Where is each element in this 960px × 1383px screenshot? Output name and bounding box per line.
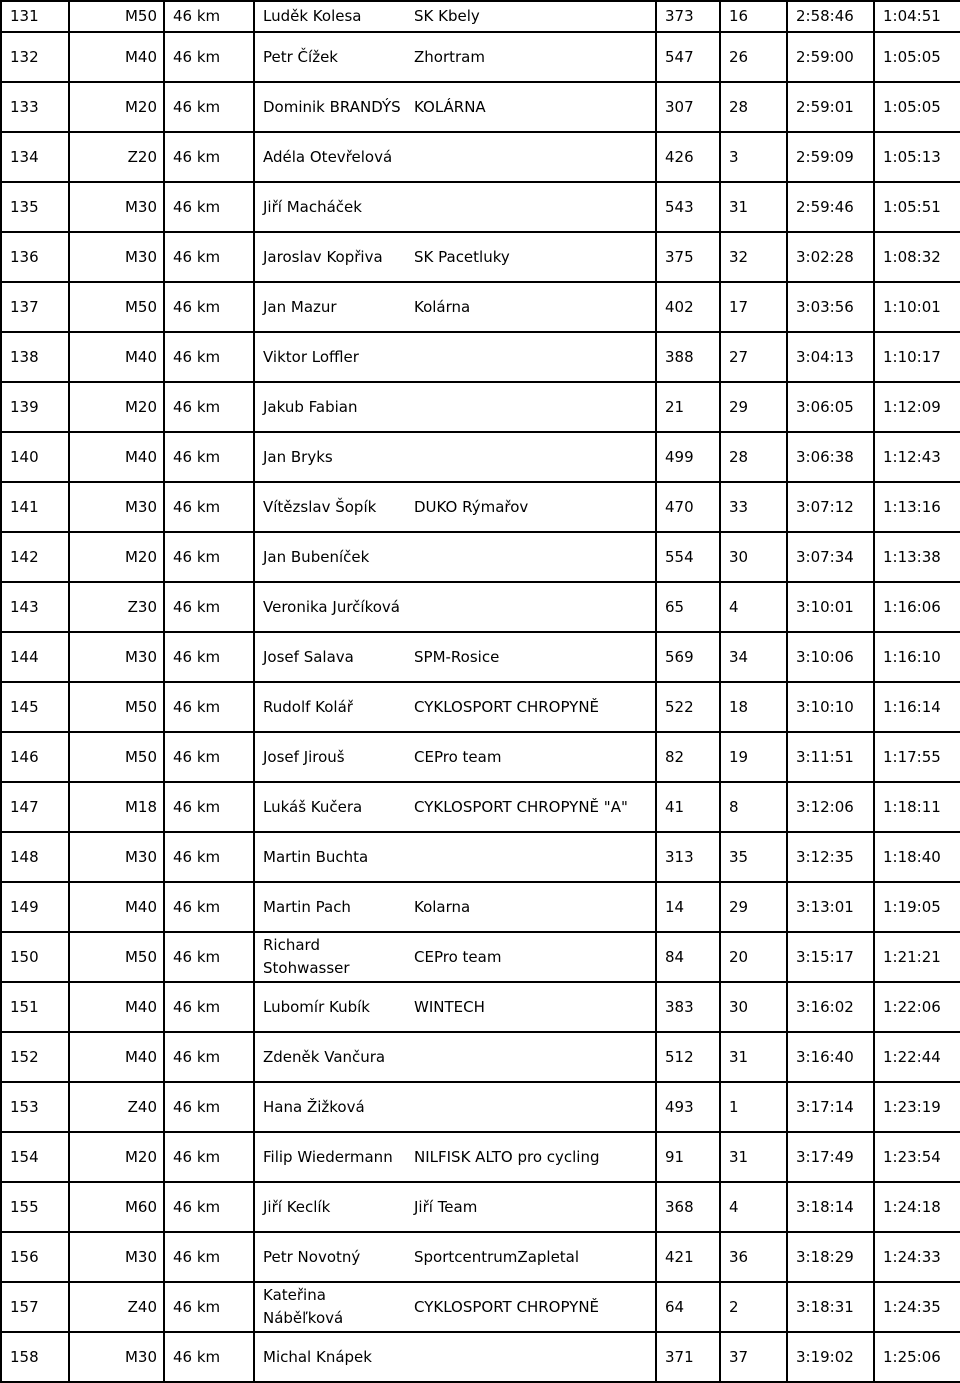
category-cell: M20 xyxy=(69,532,164,582)
rider-name-cell: Jakub Fabian xyxy=(254,382,406,432)
club-cell xyxy=(406,382,656,432)
place-cell: 131 xyxy=(1,1,69,32)
place-cell: 154 xyxy=(1,1132,69,1182)
finish-time-cell: 3:18:29 xyxy=(787,1232,874,1282)
club-cell: CYKLOSPORT CHROPYNĚ xyxy=(406,682,656,732)
club-cell xyxy=(406,332,656,382)
club-cell: Zhortram xyxy=(406,32,656,82)
place-cell: 132 xyxy=(1,32,69,82)
rider-name-cell: Michal Knápek xyxy=(254,1332,406,1382)
table-row xyxy=(1,732,960,782)
club-cell: WINTECH xyxy=(406,982,656,1032)
category-rank-cell: 31 xyxy=(720,1132,787,1182)
category-rank-cell: 31 xyxy=(720,1032,787,1082)
time-loss-cell: 1:17:55 xyxy=(874,732,960,782)
bib-number-cell: 91 xyxy=(656,1132,720,1182)
category-cell: M50 xyxy=(69,282,164,332)
place-cell: 139 xyxy=(1,382,69,432)
distance-cell: 46 km xyxy=(164,482,254,532)
bib-number-cell: 371 xyxy=(656,1332,720,1382)
distance-cell: 46 km xyxy=(164,182,254,232)
time-loss-cell: 1:18:40 xyxy=(874,832,960,882)
club-cell xyxy=(406,1082,656,1132)
table-row xyxy=(1,1332,960,1382)
category-rank-cell: 8 xyxy=(720,782,787,832)
rider-name-cell: Hana Žižková xyxy=(254,1082,406,1132)
table-row xyxy=(1,232,960,282)
category-rank-cell: 27 xyxy=(720,332,787,382)
distance-cell: 46 km xyxy=(164,1082,254,1132)
category-rank-cell: 16 xyxy=(720,1,787,32)
time-loss-cell: 1:22:44 xyxy=(874,1032,960,1082)
club-cell xyxy=(406,1332,656,1382)
table-row xyxy=(1,682,960,732)
distance-cell: 46 km xyxy=(164,232,254,282)
time-loss-cell: 1:05:51 xyxy=(874,182,960,232)
place-cell: 145 xyxy=(1,682,69,732)
distance-cell: 46 km xyxy=(164,1182,254,1232)
time-loss-cell: 1:13:16 xyxy=(874,482,960,532)
table-row xyxy=(1,432,960,482)
time-loss-cell: 1:05:13 xyxy=(874,132,960,182)
place-cell: 153 xyxy=(1,1082,69,1132)
category-cell: M40 xyxy=(69,882,164,932)
distance-cell: 46 km xyxy=(164,732,254,782)
category-rank-cell: 18 xyxy=(720,682,787,732)
category-cell: M20 xyxy=(69,82,164,132)
results-body xyxy=(1,1,960,1382)
category-cell: Z40 xyxy=(69,1082,164,1132)
category-cell: M40 xyxy=(69,432,164,482)
place-cell: 156 xyxy=(1,1232,69,1282)
table-row xyxy=(1,782,960,832)
time-loss-cell: 1:18:11 xyxy=(874,782,960,832)
bib-number-cell: 499 xyxy=(656,432,720,482)
table-row xyxy=(1,482,960,532)
finish-time-cell: 3:16:40 xyxy=(787,1032,874,1082)
finish-time-cell: 3:12:35 xyxy=(787,832,874,882)
rider-name-cell: Petr Čížek xyxy=(254,32,406,82)
time-loss-cell: 1:19:05 xyxy=(874,882,960,932)
category-rank-cell: 30 xyxy=(720,982,787,1032)
distance-cell: 46 km xyxy=(164,382,254,432)
category-rank-cell: 4 xyxy=(720,1182,787,1232)
bib-number-cell: 368 xyxy=(656,1182,720,1232)
rider-name-cell: Luděk Kolesa xyxy=(254,1,406,32)
place-cell: 134 xyxy=(1,132,69,182)
club-cell xyxy=(406,182,656,232)
category-rank-cell: 29 xyxy=(720,382,787,432)
category-rank-cell: 19 xyxy=(720,732,787,782)
club-cell xyxy=(406,132,656,182)
rider-name-cell: Veronika Jurčíková xyxy=(254,582,406,632)
table-row xyxy=(1,132,960,182)
finish-time-cell: 3:07:34 xyxy=(787,532,874,582)
time-loss-cell: 1:10:01 xyxy=(874,282,960,332)
rider-name-cell: Jiří Keclík xyxy=(254,1182,406,1232)
rider-name-cell: Rudolf Kolář xyxy=(254,682,406,732)
finish-time-cell: 3:04:13 xyxy=(787,332,874,382)
place-cell: 146 xyxy=(1,732,69,782)
distance-cell: 46 km xyxy=(164,82,254,132)
table-row xyxy=(1,1,960,32)
place-cell: 152 xyxy=(1,1032,69,1082)
category-rank-cell: 28 xyxy=(720,82,787,132)
rider-name-cell: Petr Novotný xyxy=(254,1232,406,1282)
rider-name-cell: Josef Salava xyxy=(254,632,406,682)
finish-time-cell: 3:06:38 xyxy=(787,432,874,482)
place-cell: 148 xyxy=(1,832,69,882)
distance-cell: 46 km xyxy=(164,532,254,582)
finish-time-cell: 3:02:28 xyxy=(787,232,874,282)
rider-name-cell: Vítězslav Šopík xyxy=(254,482,406,532)
distance-cell: 46 km xyxy=(164,1282,254,1332)
bib-number-cell: 14 xyxy=(656,882,720,932)
category-rank-cell: 26 xyxy=(720,32,787,82)
time-loss-cell: 1:22:06 xyxy=(874,982,960,1032)
category-cell: M30 xyxy=(69,832,164,882)
table-row xyxy=(1,82,960,132)
distance-cell: 46 km xyxy=(164,1,254,32)
place-cell: 150 xyxy=(1,932,69,982)
place-cell: 136 xyxy=(1,232,69,282)
category-rank-cell: 1 xyxy=(720,1082,787,1132)
category-cell: M60 xyxy=(69,1182,164,1232)
table-row xyxy=(1,532,960,582)
bib-number-cell: 21 xyxy=(656,382,720,432)
club-cell: CYKLOSPORT CHROPYNĚ xyxy=(406,1282,656,1332)
time-loss-cell: 1:23:19 xyxy=(874,1082,960,1132)
club-cell: SK Kbely xyxy=(406,1,656,32)
time-loss-cell: 1:13:38 xyxy=(874,532,960,582)
category-cell: M20 xyxy=(69,382,164,432)
category-cell: M50 xyxy=(69,1,164,32)
club-cell xyxy=(406,532,656,582)
bib-number-cell: 84 xyxy=(656,932,720,982)
rider-name-cell: Filip Wiedermann xyxy=(254,1132,406,1182)
time-loss-cell: 1:23:54 xyxy=(874,1132,960,1182)
time-loss-cell: 1:08:32 xyxy=(874,232,960,282)
finish-time-cell: 2:59:00 xyxy=(787,32,874,82)
rider-name-cell: Zdeněk Vančura xyxy=(254,1032,406,1082)
place-cell: 149 xyxy=(1,882,69,932)
finish-time-cell: 3:18:31 xyxy=(787,1282,874,1332)
rider-name-cell: Martin Pach xyxy=(254,882,406,932)
club-cell: DUKO Rýmařov xyxy=(406,482,656,532)
category-rank-cell: 20 xyxy=(720,932,787,982)
table-row xyxy=(1,1132,960,1182)
distance-cell: 46 km xyxy=(164,132,254,182)
category-rank-cell: 34 xyxy=(720,632,787,682)
category-rank-cell: 30 xyxy=(720,532,787,582)
bib-number-cell: 426 xyxy=(656,132,720,182)
finish-time-cell: 3:18:14 xyxy=(787,1182,874,1232)
distance-cell: 46 km xyxy=(164,332,254,382)
table-row xyxy=(1,282,960,332)
club-cell: CEPro team xyxy=(406,732,656,782)
place-cell: 155 xyxy=(1,1182,69,1232)
rider-name-cell: Kateřina Náběľková xyxy=(254,1282,406,1332)
category-cell: M50 xyxy=(69,682,164,732)
category-rank-cell: 35 xyxy=(720,832,787,882)
rider-name-cell: Richard Stohwasser xyxy=(254,932,406,982)
place-cell: 158 xyxy=(1,1332,69,1382)
place-cell: 142 xyxy=(1,532,69,582)
club-cell: SK Pacetluky xyxy=(406,232,656,282)
distance-cell: 46 km xyxy=(164,832,254,882)
place-cell: 135 xyxy=(1,182,69,232)
rider-name-cell: Martin Buchta xyxy=(254,832,406,882)
distance-cell: 46 km xyxy=(164,432,254,482)
table-row xyxy=(1,32,960,82)
bib-number-cell: 65 xyxy=(656,582,720,632)
time-loss-cell: 1:16:14 xyxy=(874,682,960,732)
category-cell: Z20 xyxy=(69,132,164,182)
category-cell: M20 xyxy=(69,1132,164,1182)
category-rank-cell: 4 xyxy=(720,582,787,632)
category-rank-cell: 36 xyxy=(720,1232,787,1282)
bib-number-cell: 383 xyxy=(656,982,720,1032)
time-loss-cell: 1:05:05 xyxy=(874,32,960,82)
category-rank-cell: 37 xyxy=(720,1332,787,1382)
distance-cell: 46 km xyxy=(164,1032,254,1082)
table-row xyxy=(1,582,960,632)
category-rank-cell: 2 xyxy=(720,1282,787,1332)
time-loss-cell: 1:24:35 xyxy=(874,1282,960,1332)
club-cell: SportcentrumZapletal xyxy=(406,1232,656,1282)
time-loss-cell: 1:24:33 xyxy=(874,1232,960,1282)
category-rank-cell: 32 xyxy=(720,232,787,282)
finish-time-cell: 2:59:46 xyxy=(787,182,874,232)
time-loss-cell: 1:05:05 xyxy=(874,82,960,132)
club-cell: CYKLOSPORT CHROPYNĚ "A" xyxy=(406,782,656,832)
distance-cell: 46 km xyxy=(164,882,254,932)
category-cell: M40 xyxy=(69,332,164,382)
table-row xyxy=(1,1032,960,1082)
distance-cell: 46 km xyxy=(164,32,254,82)
finish-time-cell: 3:11:51 xyxy=(787,732,874,782)
category-cell: M40 xyxy=(69,32,164,82)
time-loss-cell: 1:10:17 xyxy=(874,332,960,382)
time-loss-cell: 1:24:18 xyxy=(874,1182,960,1232)
table-row xyxy=(1,1182,960,1232)
table-row xyxy=(1,832,960,882)
distance-cell: 46 km xyxy=(164,1232,254,1282)
place-cell: 133 xyxy=(1,82,69,132)
bib-number-cell: 64 xyxy=(656,1282,720,1332)
time-loss-cell: 1:25:06 xyxy=(874,1332,960,1382)
bib-number-cell: 522 xyxy=(656,682,720,732)
rider-name-cell: Josef Jirouš xyxy=(254,732,406,782)
rider-name-cell: Dominik BRANDÝS xyxy=(254,82,406,132)
club-cell: KOLÁRNA xyxy=(406,82,656,132)
rider-name-cell: Jaroslav Kopřiva xyxy=(254,232,406,282)
table-row xyxy=(1,1282,960,1332)
finish-time-cell: 3:16:02 xyxy=(787,982,874,1032)
club-cell: Kolárna xyxy=(406,282,656,332)
bib-number-cell: 554 xyxy=(656,532,720,582)
place-cell: 144 xyxy=(1,632,69,682)
category-rank-cell: 31 xyxy=(720,182,787,232)
bib-number-cell: 470 xyxy=(656,482,720,532)
finish-time-cell: 3:10:10 xyxy=(787,682,874,732)
bib-number-cell: 313 xyxy=(656,832,720,882)
bib-number-cell: 421 xyxy=(656,1232,720,1282)
finish-time-cell: 3:03:56 xyxy=(787,282,874,332)
bib-number-cell: 375 xyxy=(656,232,720,282)
rider-name-cell: Adéla Otevřelová xyxy=(254,132,406,182)
category-cell: M40 xyxy=(69,982,164,1032)
table-row xyxy=(1,882,960,932)
place-cell: 151 xyxy=(1,982,69,1032)
club-cell xyxy=(406,582,656,632)
distance-cell: 46 km xyxy=(164,1332,254,1382)
bib-number-cell: 41 xyxy=(656,782,720,832)
place-cell: 157 xyxy=(1,1282,69,1332)
time-loss-cell: 1:04:51 xyxy=(874,1,960,32)
distance-cell: 46 km xyxy=(164,582,254,632)
bib-number-cell: 307 xyxy=(656,82,720,132)
distance-cell: 46 km xyxy=(164,1132,254,1182)
category-cell: M30 xyxy=(69,482,164,532)
category-cell: M50 xyxy=(69,932,164,982)
place-cell: 138 xyxy=(1,332,69,382)
category-cell: M30 xyxy=(69,632,164,682)
category-rank-cell: 33 xyxy=(720,482,787,532)
category-rank-cell: 3 xyxy=(720,132,787,182)
category-cell: M50 xyxy=(69,732,164,782)
rider-name-cell: Jan Bryks xyxy=(254,432,406,482)
place-cell: 147 xyxy=(1,782,69,832)
distance-cell: 46 km xyxy=(164,782,254,832)
category-cell: M18 xyxy=(69,782,164,832)
table-row xyxy=(1,382,960,432)
distance-cell: 46 km xyxy=(164,682,254,732)
time-loss-cell: 1:21:21 xyxy=(874,932,960,982)
rider-name-cell: Lukáš Kučera xyxy=(254,782,406,832)
bib-number-cell: 569 xyxy=(656,632,720,682)
category-cell: Z30 xyxy=(69,582,164,632)
category-cell: M30 xyxy=(69,1232,164,1282)
time-loss-cell: 1:16:06 xyxy=(874,582,960,632)
bib-number-cell: 493 xyxy=(656,1082,720,1132)
bib-number-cell: 82 xyxy=(656,732,720,782)
rider-name-cell: Jiří Macháček xyxy=(254,182,406,232)
finish-time-cell: 3:15:17 xyxy=(787,932,874,982)
table-row xyxy=(1,332,960,382)
category-cell: M30 xyxy=(69,232,164,282)
distance-cell: 46 km xyxy=(164,282,254,332)
time-loss-cell: 1:12:09 xyxy=(874,382,960,432)
category-cell: M30 xyxy=(69,1332,164,1382)
finish-time-cell: 3:17:49 xyxy=(787,1132,874,1182)
distance-cell: 46 km xyxy=(164,932,254,982)
club-cell: Jiří Team xyxy=(406,1182,656,1232)
category-cell: M40 xyxy=(69,1032,164,1082)
place-cell: 140 xyxy=(1,432,69,482)
time-loss-cell: 1:16:10 xyxy=(874,632,960,682)
category-cell: Z40 xyxy=(69,1282,164,1332)
bib-number-cell: 373 xyxy=(656,1,720,32)
bib-number-cell: 388 xyxy=(656,332,720,382)
rider-name-cell: Viktor Loffler xyxy=(254,332,406,382)
place-cell: 141 xyxy=(1,482,69,532)
club-cell: Kolarna xyxy=(406,882,656,932)
club-cell xyxy=(406,1032,656,1082)
finish-time-cell: 3:06:05 xyxy=(787,382,874,432)
finish-time-cell: 3:17:14 xyxy=(787,1082,874,1132)
club-cell xyxy=(406,432,656,482)
finish-time-cell: 3:13:01 xyxy=(787,882,874,932)
rider-name-cell: Jan Mazur xyxy=(254,282,406,332)
bib-number-cell: 512 xyxy=(656,1032,720,1082)
bib-number-cell: 543 xyxy=(656,182,720,232)
club-cell: SPM-Rosice xyxy=(406,632,656,682)
finish-time-cell: 2:59:09 xyxy=(787,132,874,182)
bib-number-cell: 402 xyxy=(656,282,720,332)
rider-name-cell: Jan Bubeníček xyxy=(254,532,406,582)
category-cell: M30 xyxy=(69,182,164,232)
table-row xyxy=(1,982,960,1032)
place-cell: 137 xyxy=(1,282,69,332)
category-rank-cell: 17 xyxy=(720,282,787,332)
club-cell: NILFISK ALTO pro cycling xyxy=(406,1132,656,1182)
club-cell xyxy=(406,832,656,882)
table-row xyxy=(1,182,960,232)
table-row xyxy=(1,1232,960,1282)
time-loss-cell: 1:12:43 xyxy=(874,432,960,482)
rider-name-cell: Lubomír Kubík xyxy=(254,982,406,1032)
category-rank-cell: 28 xyxy=(720,432,787,482)
table-row xyxy=(1,1082,960,1132)
finish-time-cell: 3:12:06 xyxy=(787,782,874,832)
place-cell: 143 xyxy=(1,582,69,632)
finish-time-cell: 2:59:01 xyxy=(787,82,874,132)
finish-time-cell: 3:10:06 xyxy=(787,632,874,682)
finish-time-cell: 3:10:01 xyxy=(787,582,874,632)
finish-time-cell: 3:07:12 xyxy=(787,482,874,532)
category-rank-cell: 29 xyxy=(720,882,787,932)
finish-time-cell: 2:58:46 xyxy=(787,1,874,32)
table-row xyxy=(1,632,960,682)
table-row xyxy=(1,932,960,982)
distance-cell: 46 km xyxy=(164,982,254,1032)
bib-number-cell: 547 xyxy=(656,32,720,82)
club-cell: CEPro team xyxy=(406,932,656,982)
distance-cell: 46 km xyxy=(164,632,254,682)
finish-time-cell: 3:19:02 xyxy=(787,1332,874,1382)
